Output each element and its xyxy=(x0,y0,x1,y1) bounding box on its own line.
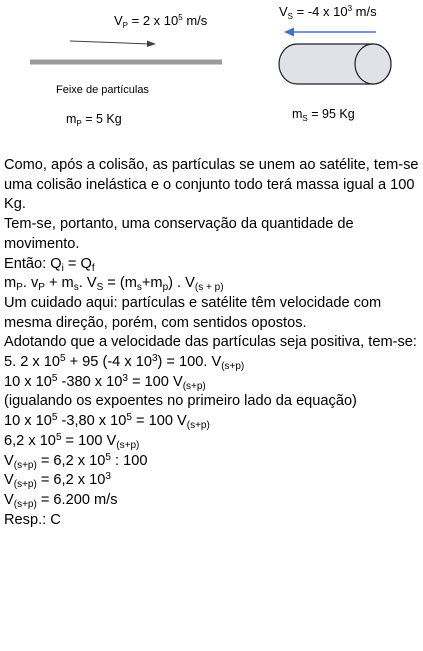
answer: Resp.: C xyxy=(4,511,61,528)
equation-step-2: 10 x $10^5$ -380 x $10^3 = 100$ $V_{(s+p)}$ xyxy=(4,372,206,392)
vs-arrow-head xyxy=(284,28,294,37)
collision-figure xyxy=(0,0,423,150)
beam-caption: Feixe de partículas xyxy=(56,84,149,96)
ms-label: $m_S = 95$ Kg xyxy=(292,107,355,123)
paragraph-collision: Como, após a colisão, as partículas se unem ao satélite, tem-se uma colisão inelástica e o conjunto todo terá massa igual a 100 Kg. xyxy=(4,157,419,213)
vs-label: $V_S = -4$ x $10^3$ m/s xyxy=(279,4,377,21)
collision-diagram xyxy=(0,0,423,150)
solution-text xyxy=(4,156,420,530)
equation-momentum: $m_P$. $v_P + m_s$. $V_S = (m_s+m_p)$ . $V_{(s + p)}$ xyxy=(4,275,224,294)
equation-step-1: 5. 2 x $10^5 + 95$ (-4 x $10^3) = 100$. $V_{(s+p)}$ xyxy=(4,353,245,373)
equation-result: $V_{(s+p)} = 6.200$ m/s xyxy=(4,491,118,510)
equation-step-3: 10 x $10^5$ -3,80 x $10^5 = 100$ $V_{(s+p)}$ xyxy=(4,412,210,432)
paragraph-assumption: Adotando que a velocidade das partículas seja positiva, tem-se: xyxy=(4,334,417,351)
paragraph-caution: Um cuidado aqui: partículas e satélite têm velocidade com mesma direção, porém, com sentidos opostos. xyxy=(4,294,382,331)
vp-arrow-shaft xyxy=(70,41,150,44)
equation-step-4: 6,2 x $10^5 = 100$ $V_{(s+p)}$ xyxy=(4,431,140,451)
paragraph-conservation: Tem-se, portanto, uma conservação da quantidade de movimento. xyxy=(4,216,354,252)
equation-q: Então: $Q_i = Q_f$ xyxy=(4,255,95,274)
vp-arrow-head xyxy=(147,41,156,48)
vp-label: $V_P = 2$ x $10^5$ m/s xyxy=(114,13,208,30)
equation-step-6: $V_{(s+p)} = 6,2$ x $10^3$ xyxy=(4,471,111,491)
equation-step-5: $V_{(s+p)} = 6,2$ x $10^5$ : 100 xyxy=(4,451,148,471)
satellite-end-cap xyxy=(355,44,391,84)
mp-label: $m_P = 5$ Kg xyxy=(66,112,122,128)
paragraph-exponent-note: (igualando os expoentes no primeiro lado da equação) xyxy=(4,393,357,410)
